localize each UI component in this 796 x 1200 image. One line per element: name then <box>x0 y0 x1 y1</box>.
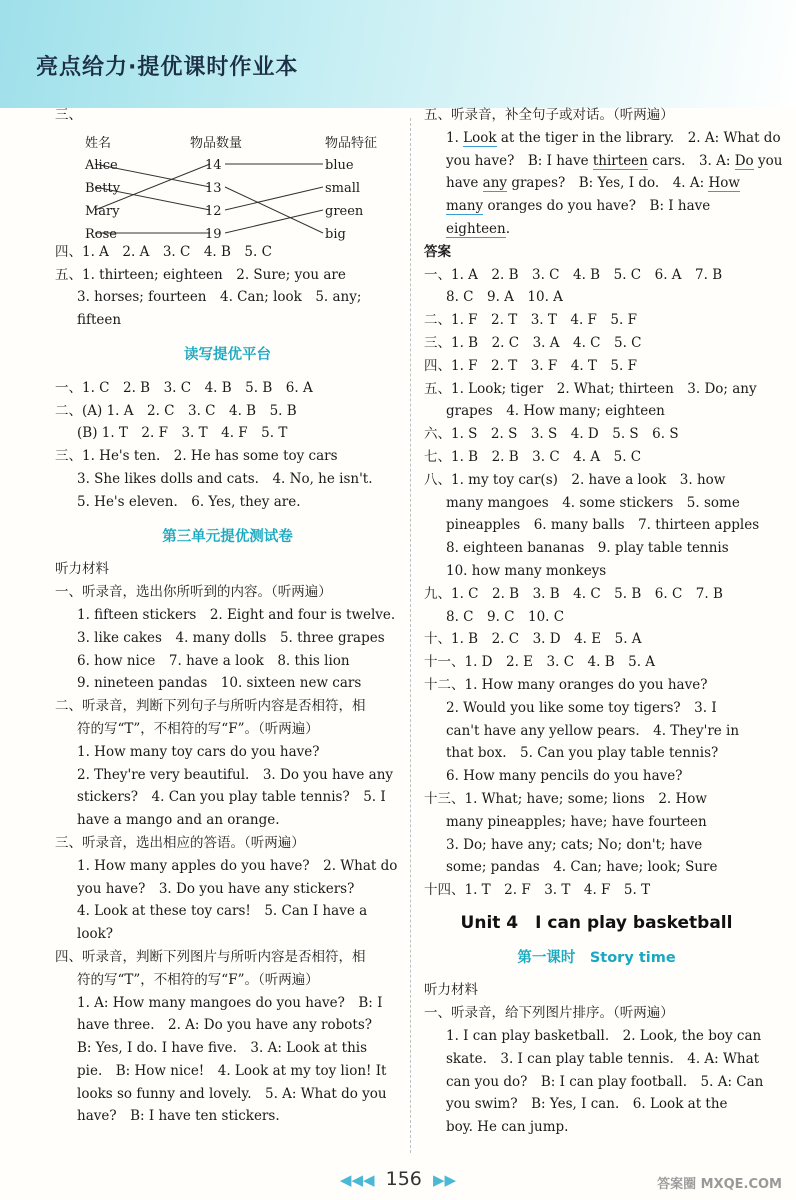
header-quantity: 物品数量 <box>190 135 243 151</box>
answer-line: 10. how many monkeys <box>446 562 607 579</box>
left-column <box>55 104 400 1128</box>
subheading: 听力材料 <box>55 561 109 578</box>
text-line: 1. fifteen stickers 2. Eight and four is twelve. <box>77 606 396 623</box>
question-heading: 符的写“T”，不相符的写“F”。（听两遍） <box>77 720 319 737</box>
answer-line: 8. C 9. A 10. A <box>446 289 563 306</box>
answer-line: many pineapples; have; have fourteen <box>446 813 707 830</box>
answer-line: 8. eighteen bananas 9. play table tennis <box>446 540 729 557</box>
text-line: 4. Look at these toy cars! 5. Can I have a <box>77 903 368 920</box>
filled-blank: any <box>482 175 508 192</box>
answer-line: 二、(A) 1. A 2. C 3. C 4. B 5. B <box>55 402 297 419</box>
filled-blank: thirteen <box>592 152 648 169</box>
text: have <box>446 175 483 192</box>
answer-line: 十一、1. D 2. E 3. C 4. B 5. A <box>424 654 656 671</box>
match-number: 19 <box>205 226 222 242</box>
match-feature: big <box>325 226 346 242</box>
text-line: B: Yes, I do. I have five. 3. A: Look at this <box>77 1040 368 1057</box>
column-divider <box>410 118 411 1153</box>
lesson-title: 第一课时 Story time <box>517 949 676 966</box>
text-line: stickers? 4. Can you play table tennis? 5. I <box>77 789 386 806</box>
text: 1. <box>446 129 464 146</box>
answer-line: 十四、1. T 2. F 3. T 4. F 5. T <box>424 882 651 899</box>
answers-heading: 答案 <box>424 243 451 260</box>
answer-line: 3. She likes dolls and cats. 4. No, he isn't. <box>77 470 373 487</box>
text-line: 1. I can play basketball. 2. Look, the boy can <box>446 1028 762 1045</box>
text-line <box>424 195 769 218</box>
answer-line: many mangoes 4. some stickers 5. some <box>446 494 740 511</box>
answer-line: 六、1. S 2. S 3. S 4. D 5. S 6. S <box>424 426 679 443</box>
text-line: have three. 2. A: Do you have any robots? <box>77 1017 372 1034</box>
text-line: 1. How many toy cars do you have? <box>77 743 320 760</box>
text: you have? B: I have <box>446 152 593 169</box>
text-line: have a mango and an orange. <box>77 812 280 829</box>
text-line: pie. B: How nice! 4. Look at my toy lion! It <box>77 1062 387 1079</box>
text: cars. 3. A: <box>647 152 735 169</box>
question-heading: 符的写“T”，不相符的写“F”。（听两遍） <box>77 971 319 988</box>
question-heading: 一、听录音，给下列图片排序。（听两遍） <box>424 1005 674 1022</box>
text-line <box>424 172 769 195</box>
text-line <box>424 150 783 173</box>
answer-line: (B) 1. T 2. F 3. T 4. F 5. T <box>77 425 288 442</box>
answer-line: 八、1. my toy car(s) 2. have a look 3. how <box>424 471 726 488</box>
answer-line: can't have any yellow pears. 4. They're in <box>446 722 740 739</box>
answer-line: 五、1. Look; tiger 2. What; thirteen 3. Do; any <box>424 380 757 397</box>
answer-line: 3. horses; fourteen 4. Can; look 5. any; <box>77 289 362 306</box>
header-banner <box>0 0 796 108</box>
text: oranges do you have? B: I have <box>483 198 711 215</box>
match-name: Alice <box>85 157 118 173</box>
page-number: 156 <box>385 1168 422 1190</box>
text-line: 9. nineteen pandas 10. sixteen new cars <box>77 675 362 692</box>
question-heading: 四、听录音，判断下列图片与所听内容是否相符，相 <box>55 948 366 965</box>
answer-line: 8. C 9. C 10. C <box>446 608 565 625</box>
filled-blank: eighteen <box>446 220 506 237</box>
answer-line: 二、1. F 2. T 3. T 4. F 5. F <box>424 312 637 329</box>
header-feature: 物品特征 <box>325 135 378 151</box>
match-name: Mary <box>85 203 120 219</box>
match-feature: blue <box>325 157 354 173</box>
match-name: Rose <box>85 226 117 242</box>
text-line: have? B: I have ten stickers. <box>77 1108 280 1125</box>
filled-blank: Look <box>463 129 497 146</box>
answer-line: 十、1. B 2. C 3. D 4. E 5. A <box>424 631 642 648</box>
answer-line: that box. 5. Can you play table tennis? <box>446 745 719 762</box>
subheading: 听力材料 <box>424 982 478 999</box>
left-arrows-icon: ◀◀◀ <box>339 1171 375 1189</box>
text: grapes? B: Yes, I do. 4. A: <box>507 175 709 192</box>
match-number: 13 <box>205 180 222 196</box>
text-line: boy. He can jump. <box>446 1119 569 1136</box>
match-number: 12 <box>205 203 222 219</box>
answer-line: pineapples 6. many balls 7. thirteen apples <box>446 517 760 534</box>
answer-line: 5. He's eleven. 6. Yes, they are. <box>77 493 301 510</box>
text-line: 1. How many apples do you have? 2. What do <box>77 857 398 874</box>
text-line: 2. They're very beautiful. 3. Do you have any <box>77 766 394 783</box>
text-line: 3. like cakes 4. many dolls 5. three grapes <box>77 629 385 646</box>
filled-blank: How <box>708 175 740 192</box>
section-heading: 读写提优平台 <box>184 346 271 363</box>
answer-line: 6. How many pencils do you have? <box>446 768 683 785</box>
text-line <box>424 127 781 150</box>
watermark: 答案圈 MXQE.COM <box>657 1177 782 1192</box>
answer-line: 四、1. A 2. A 3. C 4. B 5. C <box>55 243 272 260</box>
section-heading: 第三单元提优测试卷 <box>162 528 293 545</box>
match-number: 14 <box>205 157 222 173</box>
text-line: looks so funny and lovely. 5. A: What do you <box>77 1085 387 1102</box>
text-line <box>424 218 769 241</box>
text-line: you have? 3. Do you have any stickers? <box>77 880 355 897</box>
text-line: you swim? B: Yes, I can. 6. Look at the <box>446 1096 728 1113</box>
unit-title: Unit 4 I can play basketball <box>460 912 733 933</box>
answer-line: 三、1. B 2. C 3. A 4. C 5. C <box>424 334 642 351</box>
text-line: can you do? B: I can play football. 5. A: Can <box>446 1073 764 1090</box>
answer-line: fifteen <box>77 312 122 329</box>
text: you <box>753 152 783 169</box>
text-line: 6. how nice 7. have a look 8. this lion <box>77 652 350 669</box>
answer-line: 七、1. B 2. B 3. C 4. A 5. C <box>424 448 642 465</box>
right-arrows-icon: ▶▶ <box>432 1171 457 1189</box>
question-heading: 一、听录音，选出你所听到的内容。（听两遍） <box>55 584 332 601</box>
book-title: 亮点给力·提优课时作业本 <box>36 55 299 80</box>
right-column <box>424 104 783 1139</box>
answer-line: 三、1. He's ten. 2. He has some toy cars <box>55 448 338 465</box>
text: at the tiger in the library. 2. A: What do <box>496 129 781 146</box>
answer-line: 十三、1. What; have; some; lions 2. How <box>424 790 707 807</box>
match-feature: green <box>325 203 364 219</box>
answer-line: 十二、1. How many oranges do you have? <box>424 676 708 693</box>
question-heading: 五、听录音，补全句子或对话。（听两遍） <box>424 107 674 123</box>
answer-line: 九、1. C 2. B 3. B 4. C 5. B 6. C 7. B <box>424 585 723 602</box>
section-label: 三、 <box>55 107 82 123</box>
answer-line: 3. Do; have any; cats; No; don't; have <box>446 836 703 853</box>
text: . <box>505 220 511 237</box>
answer-line: 一、1. C 2. B 3. C 4. B 5. B 6. A <box>55 379 313 396</box>
text-line: 1. A: How many mangoes do you have? B: I <box>77 994 383 1011</box>
answer-line: 四、1. F 2. T 3. F 4. T 5. F <box>424 357 637 374</box>
filled-blank: Do <box>734 152 754 169</box>
answer-line: 2. Would you like some toy tigers? 3. I <box>446 699 717 716</box>
answer-line: 五、1. thirteen; eighteen 2. Sure; you are <box>55 266 346 283</box>
text-line: skate. 3. I can play table tennis. 4. A: What <box>446 1050 760 1067</box>
question-heading: 二、听录音，判断下列句子与所听内容是否相符，相 <box>55 698 366 715</box>
answer-line: 一、1. A 2. B 3. C 4. B 5. C 6. A 7. B <box>424 266 723 283</box>
match-feature: small <box>325 180 361 196</box>
header-name: 姓名 <box>85 135 112 151</box>
match-name: Betty <box>85 180 121 196</box>
matching-exercise <box>55 127 400 241</box>
question-heading: 三、听录音，选出相应的答语。（听两遍） <box>55 834 305 851</box>
text-line: look? <box>77 926 113 943</box>
answer-line: some; pandas 4. Can; have; look; Sure <box>446 859 718 876</box>
answer-line: grapes 4. How many; eighteen <box>446 403 665 420</box>
filled-blank: many <box>446 198 484 215</box>
